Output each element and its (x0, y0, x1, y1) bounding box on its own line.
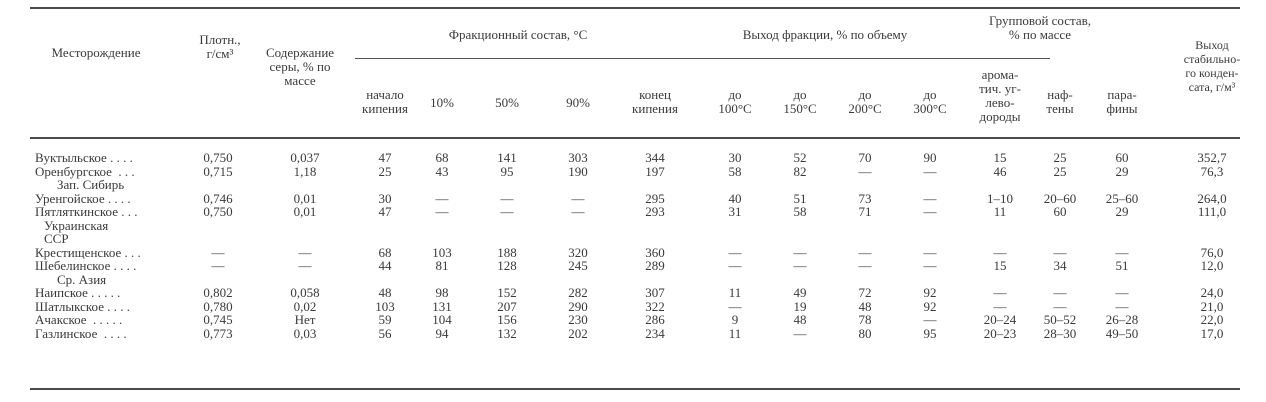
table-cell: 90 (923, 150, 937, 165)
table-cell: — (858, 163, 872, 179)
subheader-column: до 100°С (718, 87, 752, 116)
table-cell: 40 (728, 190, 742, 206)
table-cell: — (571, 204, 585, 219)
table-cell: 28–30 (1043, 325, 1077, 341)
table-cell: — (728, 244, 742, 260)
table-cell: Нет (294, 312, 316, 327)
table-cell: — (1053, 298, 1067, 314)
deposit-name: Уренгойское . . . . (35, 190, 131, 206)
table-cell: 12,0 (1200, 258, 1224, 273)
table-cell: — (211, 258, 225, 273)
table-cell: 25 (1053, 163, 1067, 179)
table-cell: 15 (993, 258, 1007, 273)
table-cell: 51 (793, 190, 807, 206)
table-cell: 76,3 (1200, 163, 1224, 179)
table-cell: — (993, 285, 1007, 300)
table-cell: 98 (435, 285, 449, 300)
table-cell: 73 (858, 190, 872, 206)
table-cell: 94 (435, 325, 449, 341)
table-cell: 11 (728, 325, 742, 341)
table-cell: — (993, 244, 1007, 260)
table-cell: 0,745 (203, 312, 233, 327)
table-cell: 29 (1115, 204, 1129, 219)
table-cell: 60 (1053, 204, 1067, 219)
table-cell: 230 (568, 312, 588, 327)
table-cell: 20–24 (983, 312, 1017, 327)
header-group-composition: Групповой состав, % по массе (988, 13, 1092, 42)
table-cell: — (858, 258, 872, 273)
table-cell: 295 (645, 190, 665, 206)
table-cell: 46 (993, 163, 1007, 179)
table-cell: 25 (1053, 150, 1067, 165)
header-density: Плотн., г/см³ (199, 32, 241, 61)
table-cell: — (435, 190, 449, 206)
table-cell: 29 (1115, 163, 1129, 179)
table-cell: — (793, 258, 807, 273)
table-cell: 52 (793, 150, 807, 165)
table-cell: 50–52 (1043, 312, 1077, 327)
table-cell: 322 (645, 298, 665, 314)
table-cell: — (923, 190, 937, 206)
table-cell: 47 (378, 150, 392, 165)
table-cell: 95 (923, 325, 937, 341)
table-cell: 59 (378, 312, 392, 327)
group-header-rule (355, 58, 1050, 59)
table-cell: — (1115, 298, 1129, 314)
table-cell: 25 (378, 163, 392, 179)
table-cell: 141 (497, 150, 517, 165)
table-cell: 234 (645, 325, 665, 341)
table-cell: 104 (432, 312, 452, 327)
subheader-column: до 300°С (913, 87, 947, 116)
table-cell: — (993, 298, 1007, 314)
table-cell: 20–23 (983, 325, 1017, 341)
table-cell: 293 (645, 204, 665, 219)
table-cell: 103 (375, 298, 395, 314)
table-cell: — (298, 258, 312, 273)
table-cell: 92 (923, 285, 937, 300)
table-cell: 131 (432, 298, 452, 314)
table-cell: 58 (793, 204, 807, 219)
table-cell: — (1053, 244, 1067, 260)
table-cell: 26–28 (1105, 312, 1139, 327)
table-cell: 307 (645, 285, 665, 300)
table-cell: 0,750 (203, 204, 233, 219)
table-cell: — (728, 298, 742, 314)
deposit-name: Шебелинское . . . . (35, 258, 137, 273)
header-fractional-composition: Фракционный состав, °С (448, 27, 588, 42)
table-cell: 132 (497, 325, 517, 341)
table-cell: 30 (378, 190, 392, 206)
table-cell: 95 (500, 163, 514, 179)
table-cell: 0,03 (293, 325, 317, 341)
table-cell: 68 (435, 150, 449, 165)
subheader-column: 10% (430, 95, 454, 110)
header-condensate-yield: Выход стабильно- го конден- сата, г/м³ (1183, 38, 1241, 94)
table-cell: — (923, 163, 937, 179)
table-cell: 34 (1053, 258, 1067, 273)
header-fraction-yield: Выход фракции, % по объему (742, 27, 908, 42)
subheader-column: 50% (495, 95, 519, 110)
table-cell: 25–60 (1105, 190, 1139, 206)
table-cell: — (211, 244, 225, 260)
table-cell: 20–60 (1043, 190, 1077, 206)
deposit-name: Оренбургское . . . (35, 163, 135, 179)
table-cell: 152 (497, 285, 517, 300)
table-cell: 11 (993, 204, 1007, 219)
table-cell: 0,037 (290, 150, 320, 165)
table-cell: 19 (793, 298, 807, 314)
table-cell: 0,01 (293, 204, 317, 219)
table-cell: 47 (378, 204, 392, 219)
table-cell: — (1115, 285, 1129, 300)
table-cell: 128 (497, 258, 517, 273)
table-cell: 70 (858, 150, 872, 165)
table-cell: 44 (378, 258, 392, 273)
table-cell: 0,715 (203, 163, 233, 179)
table-cell: 303 (568, 150, 588, 165)
table-cell: 11 (728, 285, 742, 300)
table-cell: 80 (858, 325, 872, 341)
deposit-name: Ачакское . . . . . (35, 312, 123, 327)
table-cell: 282 (568, 285, 588, 300)
table-cell: — (923, 244, 937, 260)
table-cell: 0,773 (203, 325, 233, 341)
table-cell: — (793, 325, 807, 341)
table-cell: 352,7 (1197, 150, 1227, 165)
table-cell: — (793, 244, 807, 260)
table-cell: 76,0 (1200, 244, 1224, 260)
region-group-label: Зап. Сибирь (57, 177, 125, 192)
subheader-column: конец кипения (632, 87, 678, 116)
table-cell: 49 (793, 285, 807, 300)
table-cell: 51 (1115, 258, 1129, 273)
header-deposit: Месторождение (51, 45, 141, 60)
table-cell: 48 (793, 312, 807, 327)
table-cell: — (923, 312, 937, 327)
subheader-column: пара- фины (1106, 87, 1138, 116)
table-cell: — (1053, 285, 1067, 300)
header-sulfur: Содержание серы, % по массе (265, 45, 335, 88)
bottom-rule (30, 388, 1240, 390)
table-cell: 207 (497, 298, 517, 314)
table-cell: — (500, 204, 514, 219)
table-cell: 320 (568, 244, 588, 260)
deposit-name: Вуктыльское . . . . (35, 150, 133, 165)
top-rule (30, 7, 1240, 9)
table-cell: 197 (645, 163, 665, 179)
table-cell: 9 (731, 312, 739, 327)
subheader-column: начало кипения (362, 87, 408, 116)
table-cell: 71 (858, 204, 872, 219)
table-cell: 290 (568, 298, 588, 314)
table-cell: — (571, 190, 585, 206)
table-cell: 17,0 (1200, 325, 1224, 341)
table-cell: — (923, 204, 937, 219)
table-cell: 92 (923, 298, 937, 314)
deposit-name: Наипское . . . . . (35, 285, 121, 300)
table-cell: 31 (728, 204, 742, 219)
table-cell: 68 (378, 244, 392, 260)
table-cell: 156 (497, 312, 517, 327)
header-bottom-rule (30, 137, 1240, 139)
table-cell: — (298, 244, 312, 260)
table-cell: 15 (993, 150, 1007, 165)
table-cell: 58 (728, 163, 742, 179)
table-cell: 0,780 (203, 298, 233, 314)
table-cell: — (728, 258, 742, 273)
table-cell: 1–10 (987, 190, 1013, 206)
table-cell: 103 (432, 244, 452, 260)
table-cell: 21,0 (1200, 298, 1224, 314)
table-cell: — (923, 258, 937, 273)
table-cell: 188 (497, 244, 517, 260)
table-cell: 72 (858, 285, 872, 300)
subheader-column: до 150°С (783, 87, 817, 116)
subheader-column: до 200°С (848, 87, 882, 116)
deposit-name: Крестищенское . . . (35, 244, 141, 260)
table-cell: 1,18 (293, 163, 317, 179)
table-cell: — (435, 204, 449, 219)
table-cell: 82 (793, 163, 807, 179)
table-cell: 81 (435, 258, 449, 273)
table-cell: 56 (378, 325, 392, 341)
table-cell: 111,0 (1197, 204, 1227, 219)
table-cell: 24,0 (1200, 285, 1224, 300)
table-cell: 190 (568, 163, 588, 179)
deposit-name: Газлинское . . . . (35, 325, 127, 341)
table-cell: 48 (378, 285, 392, 300)
table-cell: 0,750 (203, 150, 233, 165)
table-cell: 22,0 (1200, 312, 1224, 327)
table-cell: 0,802 (203, 285, 233, 300)
table-cell: — (858, 244, 872, 260)
table-cell: 264,0 (1197, 190, 1227, 206)
table-cell: 289 (645, 258, 665, 273)
table-cell: 344 (645, 150, 665, 165)
subheader-column: 90% (566, 95, 590, 110)
deposit-name: Шатлыкское . . . . (35, 298, 130, 314)
table-cell: 0,746 (203, 190, 233, 206)
table-cell: — (1115, 244, 1129, 260)
deposit-name: Пятляткинское . . . (35, 204, 138, 219)
region-group-label: Украинская ССР (44, 217, 109, 246)
table-cell: 60 (1115, 150, 1129, 165)
subheader-column: наф- тены (1046, 87, 1074, 116)
table-cell: — (500, 190, 514, 206)
table-cell: 43 (435, 163, 449, 179)
table-cell: 0,058 (290, 285, 320, 300)
region-group-label: Ср. Азия (57, 271, 107, 287)
table-cell: 202 (568, 325, 588, 341)
table-cell: 48 (858, 298, 872, 314)
table-cell: 78 (858, 312, 872, 327)
table-cell: 360 (645, 244, 665, 260)
table-cell: 49–50 (1105, 325, 1139, 341)
table-cell: 286 (645, 312, 665, 327)
subheader-column: арома- тич. уг- лево- дороды (979, 67, 1021, 124)
table-cell: 30 (728, 150, 742, 165)
table-cell: 0,01 (293, 190, 317, 206)
table-cell: 245 (568, 258, 588, 273)
table-cell: 0,02 (293, 298, 317, 314)
